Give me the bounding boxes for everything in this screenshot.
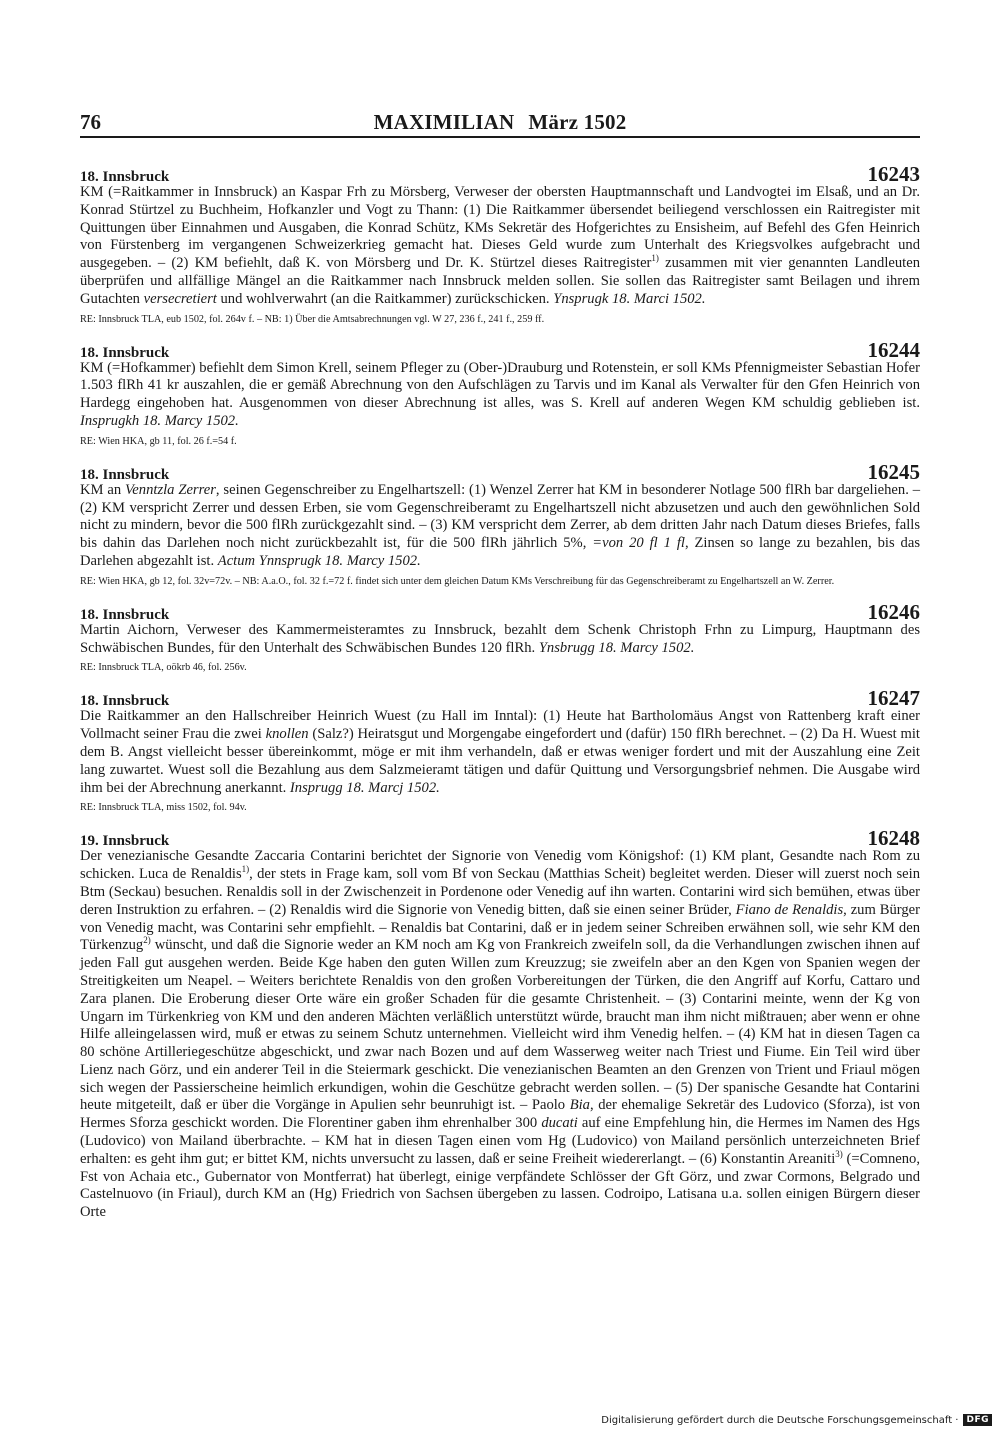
page-number: 76 <box>80 110 101 134</box>
entry-date-place: 19. Innsbruck <box>80 833 170 850</box>
regest-entry <box>80 338 920 448</box>
running-title-date: März 1502 <box>528 110 627 134</box>
footer-credit: Digitalisierung gefördert durch die Deutsche Forschungsgemeinschaft · <box>601 1414 959 1426</box>
entries-list <box>80 162 920 1222</box>
page-header <box>80 104 920 138</box>
entry-number: 16247 <box>867 686 920 711</box>
entry-number: 16246 <box>867 599 920 624</box>
entry-heading <box>80 338 920 360</box>
entry-source-note: RE: Innsbruck TLA, miss 1502, fol. 94v. <box>80 802 247 814</box>
entry-number: 16245 <box>867 459 920 484</box>
page-footer <box>601 1414 992 1426</box>
entry-heading <box>80 826 920 851</box>
entry-number: 16248 <box>867 826 920 851</box>
regest-entry <box>80 600 920 675</box>
entry-body-text: Martin Aichorn, Verweser des Kammermeisteramtes zu Innsbruck, bezahlt dem Schenk Christoph Frhn zu Limpurg, Hauptmann des Schwäbischen Bundes, für den Unterhalt des Schwäbischen Bundes 120 flRh. Ynsbrugg 18. Marcy 1502. <box>80 621 920 656</box>
regest-entry <box>80 460 920 588</box>
entry-body-text: Die Raitkammer an den Hallschreiber Heinrich Wuest (zu Hall im Inntal): (1) Heute hat Bartholomäus Angst von Rattenberg kraft einer Vollmacht seiner Frau die zwei knollen (Salz?) Heiratsgut und Morgengabe eingefordert und (dafür) 150 flRh berechnet. – (2) Da H. Wuest mit dem B. Angst vielleicht besser übereinkommt, möge er mit ihm verhandeln, daß er etwas weniger fordert und mit der Auszahlung eine Zeit lang zuwartet. Wuest soll die Bezahlung aus dem Salzmeieramt tätigen und dafür Quittung und Versorgungsbrief nehmen. Die Ausgabe wird ihm bei der Abrechnung anerkannt. Insprugg 18. Marcj 1502. <box>80 708 920 796</box>
regest-entry <box>80 826 920 1222</box>
entry-source-note: RE: Wien HKA, gb 11, fol. 26 f.=54 f. <box>80 435 237 447</box>
entry-source-note: RE: Innsbruck TLA, oökrb 46, fol. 256v. <box>80 662 247 674</box>
entry-body-text: KM an Venntzla Zerrer, seinen Gegenschreiber zu Engelhartszell: (1) Wenzel Zerrer hat KM in besonderer Notlage 500 flRh bar dargeliehen. – (2) KM verspricht Zerrer und dessen Erben, sie vom Gegenschreiberamt zu Engelhartszell nicht abzusetzen und auch den gewöhnlichen Sold nicht zu mindern, bevor die 500 flRh zurückgezahlt sind. – (3) KM verspricht dem Zerrer, ab dem dritten Jahr nach Datum dieses Briefes, falls bis dahin das Darlehen noch nicht zurückbezahlt ist, für die 500 flRh jährlich 5%, =von 20 fl 1 fl, Zinsen so lange zu bezahlen, bis das Darlehen abgezahlt ist. Actum Ynnsprugk 18. Marcy 1502. <box>80 481 921 569</box>
entry-body-text: Der venezianische Gesandte Zaccaria Contarini berichtet der Signorie von Venedig vom Königshof: (1) KM plant, Gesandte nach Rom zu schicken. Luca de Renaldis$^{1)}$, der stets in Frage kam, soll vom Bf von Seckau (Matthias Scheit) begleitet werden. Dieser will zuerst noch sein Btm (Seckau) besuchen. Renaldis soll in der Zwischenzeit in Pordenone oder Venedig auf ihn warten. Contarini wird sich bemühen, etwas über deren Instruktion zu erfahren. – (2) Renaldis wird die Signorie von Venedig bitten, daß sie einen seiner Brüder, Fiano de Renaldis, zum Bürger von Venedig macht, was Contarini sehr empfiehlt. – Renaldis bat Contarini, daß er in jedem seiner Schreiben erwähnen soll, wie sehr KM den Türkenzug$^{2)}$ wünscht, und daß die Signorie weder an KM noch am Kg von Frankreich zweifeln soll, da die Verhandlungen zwischen ihnen auf jeden Fall gut ausgehen werden. Beide Kge haben den guten Willen zum Kreuzzug; sie zweifeln aber an den Kgen von Spanien wegen der Streitigkeiten um Neapel. – Weiters berichtete Renaldis von den großen Vorbereitungen der Türken, die den Angriff auf Korfu, Cattaro und Zara planen. Die Eroberung dieser Orte wäre ein großer Schaden für die gesamte Christenheit. – (3) Contarini meinte, wenn der Kg von Ungarn im Türkenkrieg von KM und den anderen Mächten verläßlich unterstützt würde, braucht man ihm nicht mißtrauen; aber wenn er ohne Hilfe alleingelassen wird, muß er etwas zu seinem Schutz unternehmen. Vielleicht wird ihm Venedig helfen. – (4) KM hat in diesen Tagen ca 80 schöne Artilleriegeschütze abgeschickt, und zwar nach Bozen und auf dem Wasserweg weiter nach Triest und Fiume. Ein Teil wird über Lienz nach Görz, und ein anderer Teil in die Steiermark geschickt. Die venezianischen Beamten an den Grenzen von Trient und Friaul mögen sich wegen der Passierscheine heimlich erkundigen, wohin die Geschütze gebracht werden sollen. – (5) Der spanische Gesandte hat Contarini heute mitgeteilt, daß er über die Vorgänge in Apulien sehr beunruhigt ist. – Paolo Bia, der ehemalige Sekretär des Ludovico (Sforza), ist von Hermes Sforza geschickt worden. Die Florentiner gaben ihm ehrenhalber 300 ducati auf eine Empfehlung hin, die Hermes im Namen des Hgs (Ludovico) von Mailand überbrachte. – KM hat in diesen Tagen einen vom Hg (Ludovico) von Mailand persönlich unterzeichneten Brief erhalten: es geht ihm gut; er bittet KM, nichts unversucht zu lassen, daß er seine Freiheit wiedererlangt. – (6) Konstantin Areaniti$^{3)}$ (=Comneno, Fst von Achaia etc., Gubernator von Montferrat) hat überlegt, einige verpfändete Schlösser der Gft Görz, und zwar Cormons, Belgrado und Castelnuovo (in Friaul), durch KM an (Hg) Friedrich von Sachsen übergeben zu lassen. Codroipo, Latisana u.a. sollen einigen Bürgern dieser Orte <box>80 848 920 1221</box>
entry-date-place: 18. Innsbruck <box>80 344 170 361</box>
entry-heading <box>80 460 920 482</box>
running-title <box>80 110 920 135</box>
regest-entry <box>80 686 920 814</box>
entry-heading <box>80 162 920 184</box>
entry-number: 16244 <box>867 337 920 362</box>
entry-heading <box>80 686 920 711</box>
regest-entry <box>80 162 920 326</box>
entry-date-place: 18. Innsbruck <box>80 693 170 710</box>
entry-body-text: KM (=Raitkammer in Innsbruck) an Kaspar Frh zu Mörsberg, Verweser der obersten Hauptmannschaft und Landvogtei im Elsaß, und an Dr. Konrad Stürtzel zu Buchheim, Hofkanzler und Vogt zu Thann: (1) Die Raitkammer übersendet beiliegend verschlossen ein Raitregister mit Quittungen über Einnahmen und Ausgaben, die Konrad Schütz, KMs Sekretär des Hofgerichtes zu Ensisheim, auf Befehl des Gfen Heinrich von Fürstenberg im vergangenen Schweizerkrieg gemacht hat. Dieses Geld wurde zum Unterhalt des Kriegsvolkes aufgebracht und ausgegeben. – (2) KM befiehlt, daß K. von Mörsberg und Dr. K. Stürtzel dieses Raitregister$^{1)}$ zusammen mit vier genannten Landleuten überprüfen und allfällige Mängel an die Raitkammer nach Innsbruck melden sollen. Sie sollen das Raitregister samt Beilagen und ihrem Gutachten versecretiert und wohlverwahrt (an die Raitkammer) zurückschicken. Ynsprugk 18. Marci 1502. <box>80 184 921 307</box>
entry-number: 16243 <box>867 162 920 186</box>
document-page <box>80 104 920 1234</box>
entry-source-note: RE: Innsbruck TLA, eub 1502, fol. 264v f. – NB: 1) Über die Amtsabrechnungen vgl. W 27, 236 f., 241 f., 259 ff. <box>80 313 545 325</box>
entry-date-place: 18. Innsbruck <box>80 169 170 185</box>
entry-date-place: 18. Innsbruck <box>80 606 170 623</box>
dfg-logo: DFG <box>963 1414 992 1426</box>
entry-heading <box>80 600 920 622</box>
running-title-name: MAXIMILIAN <box>373 110 515 134</box>
entry-source-note: RE: Wien HKA, gb 12, fol. 32v=72v. – NB: A.a.O., fol. 32 f.=72 f. findet sich unter dem gleichen Datum KMs Verschreibung für das Gegenschreiberamt zu Engelhartszell an W. Zerrer. <box>80 575 835 587</box>
entry-date-place: 18. Innsbruck <box>80 466 170 483</box>
entry-body-text: KM (=Hofkammer) befiehlt dem Simon Krell, seinem Pfleger zu (Ober-)Drauburg und Rotenstein, er soll KMs Pfennigmeister Sebastian Hofer 1.503 flRh 41 kr auszahlen, die er gemäß Abrechnung von den Aufschlägen zu Tarvis und im Kanal als Verwalter für den Gfen Heinrich von Hardegg eingehoben hat. Ausgenommen von dieser Abrechnung ist alles, was S. Krell auf anderen Wegen KM schuldig geblieben ist. Insprugkh 18. Marcy 1502. <box>80 359 920 429</box>
